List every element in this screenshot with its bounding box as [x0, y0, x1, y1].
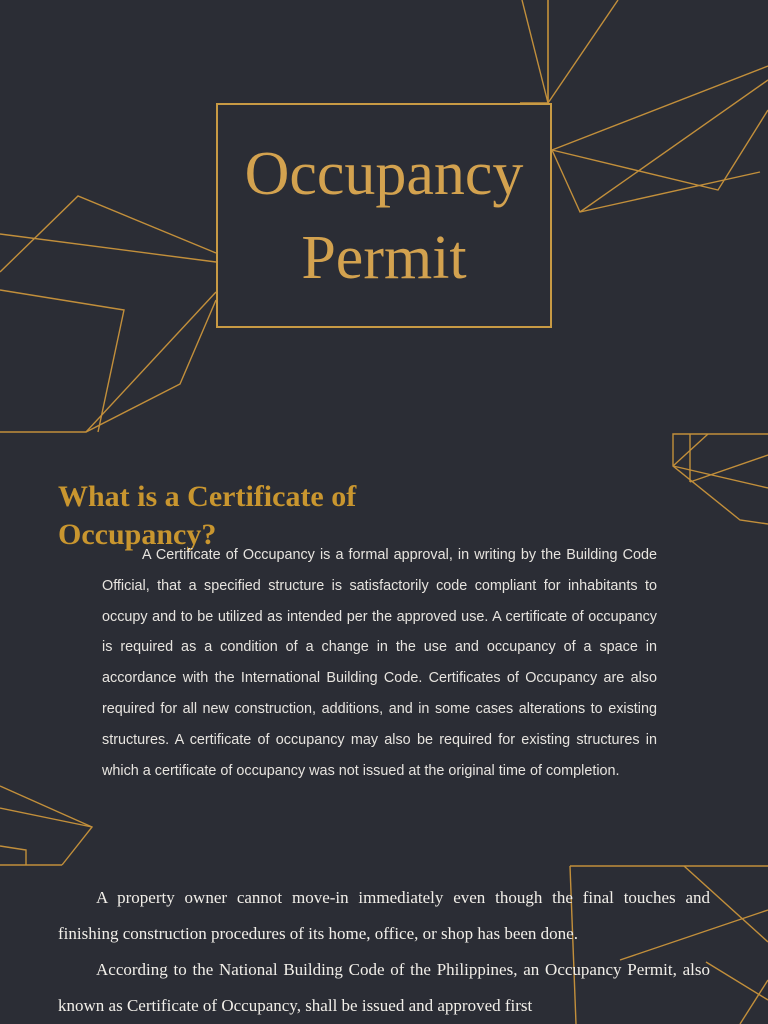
deco-shape-top-right-2 [520, 0, 548, 103]
deco-shape-left-1 [0, 234, 216, 262]
deco-shape-left-low-3 [0, 846, 26, 865]
deco-shape-right-mid-4 [690, 455, 768, 482]
deco-shape-left-low-2 [0, 808, 92, 827]
section-heading: What is a Certificate of Occupancy? [58, 480, 357, 551]
deco-shape-left-2 [0, 196, 216, 272]
body-paragraph-1: A property owner cannot move-in immediately even though the final touches and finishing construction procedures of its home, office, or shop has been done. [58, 888, 710, 943]
title-frame [216, 103, 552, 328]
deco-shape-top-right-5 [552, 110, 768, 190]
body-paragraph-2: According to the National Building Code of the Philippines, an Occupancy Permit, also known as Certificate of Occupancy, shall be issued and approved first [58, 960, 710, 1015]
deco-shape-left-3 [0, 290, 124, 432]
deco-shape-right-mid-2 [673, 434, 708, 466]
deco-shape-top-right-6 [552, 150, 760, 212]
page-title: Occupancy Permit [244, 139, 524, 292]
deco-shape-right-mid-1 [673, 434, 768, 524]
intro-paragraph: A Certificate of Occupancy is a formal approval, in writing by the Building Code Official, that a specified structure is satisfactorily code compliant for inhabitants to occupy and to be utilized as intended per the approved use. A certificate of occupancy is required as a condition of a change in the use and occupancy of a space in accordance with the International Building Code. Certificates of Occupancy are also required for all new construction, additions, and in some cases alterations to existing structures. A certificate of occupancy may also be required for existing structures in which a certificate of occupancy was not issued at the original time of completion. [102, 547, 657, 779]
deco-shape-top-right-3 [548, 0, 618, 103]
deco-shape-left-low-1 [0, 786, 92, 865]
deco-shape-top-right-7 [580, 80, 768, 212]
deco-shape-right-low-6 [740, 980, 768, 1024]
deco-shape-right-low-5 [706, 962, 768, 1000]
deco-shape-left-5 [86, 292, 216, 432]
deco-shape-top-right-4 [552, 66, 768, 150]
deco-shape-right-mid-3 [673, 466, 768, 488]
deco-shape-left-4 [0, 300, 216, 432]
deco-shape-top-right-1 [522, 0, 548, 103]
